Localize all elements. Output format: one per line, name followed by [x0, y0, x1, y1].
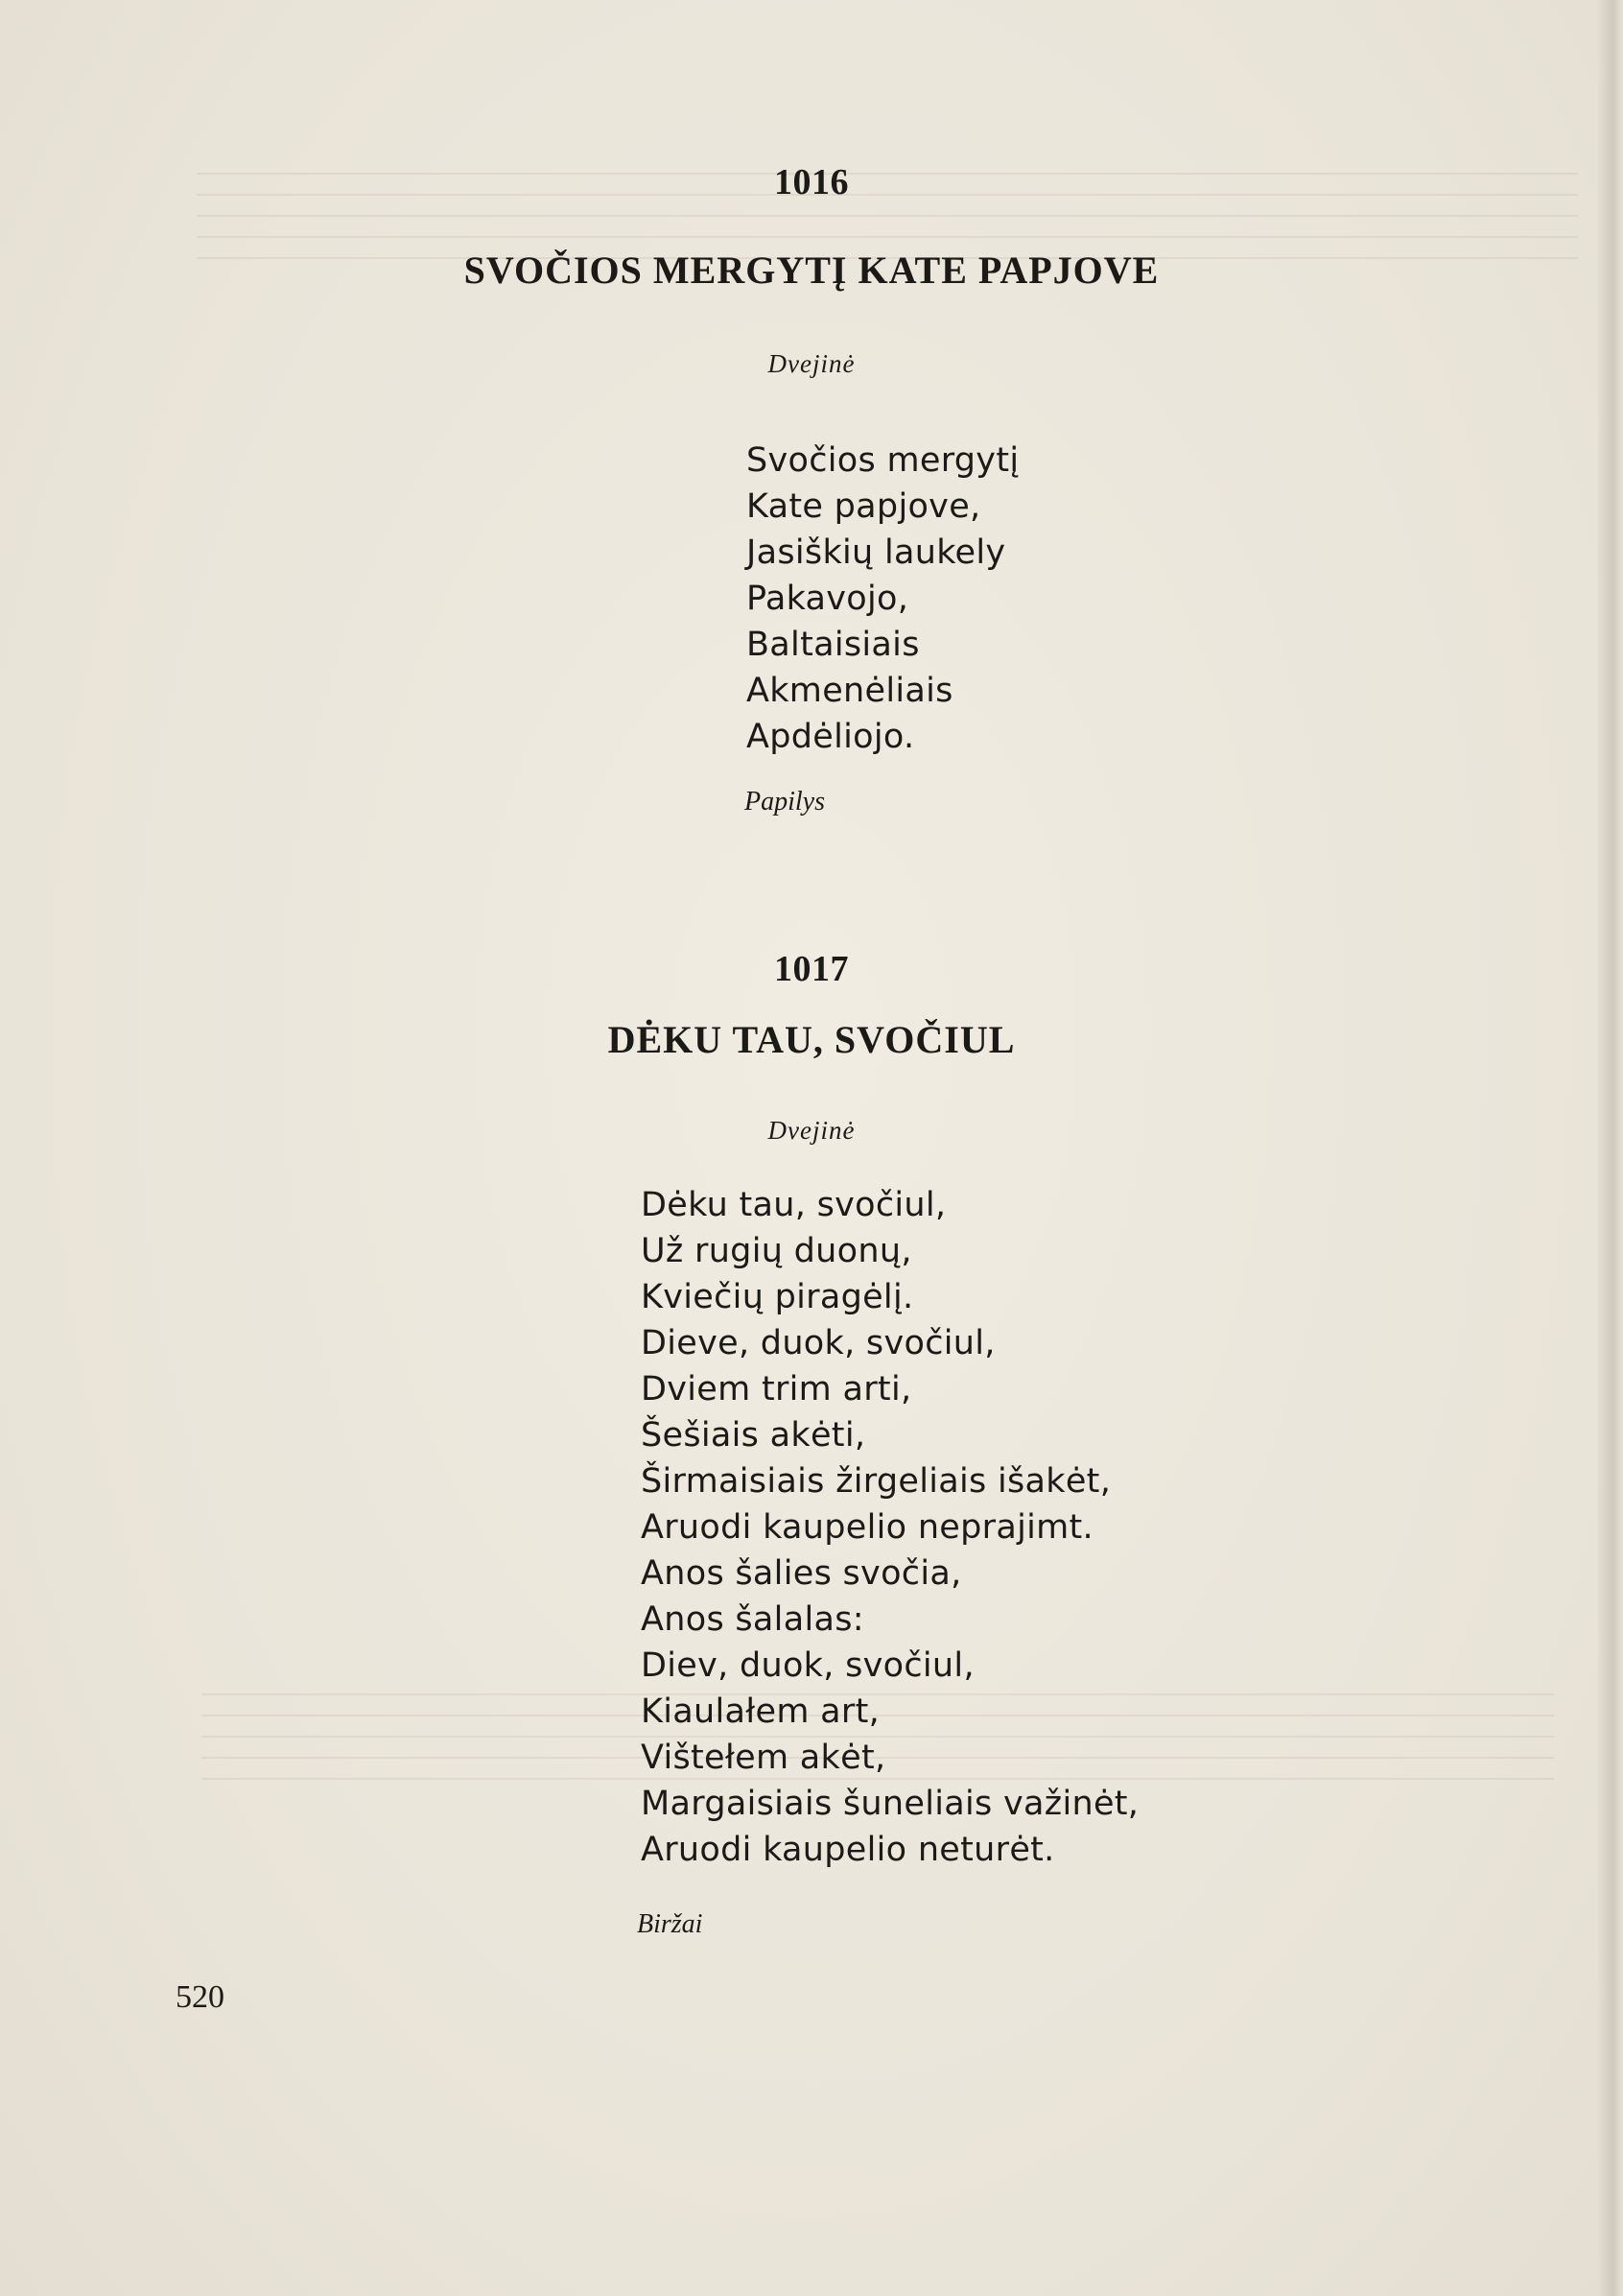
verse-line: Vištełem akėt, — [641, 1739, 886, 1777]
song-verse — [641, 1182, 1139, 1873]
verse-line: Dviem trim arti, — [641, 1370, 912, 1408]
verse-line: Dieve, duok, svočiul, — [641, 1324, 996, 1362]
verse-line: Margaisiais šuneliais važinėt, — [641, 1785, 1140, 1823]
verse-line: Dėku tau, svočiul, — [641, 1186, 947, 1224]
verse-line: Diev, duok, svočiul, — [641, 1646, 975, 1685]
verse-line: Svočios mergytį — [746, 441, 1020, 480]
verse-line: Kviečių piragėlį. — [641, 1278, 914, 1316]
verse-line: Anos šalies svočia, — [641, 1554, 962, 1593]
verse-line: Kiaulałem art, — [641, 1692, 881, 1731]
song-place: Papilys — [744, 787, 825, 817]
verse-line: Jasiškių laukely — [746, 533, 1006, 572]
verse-line: Pakavojo, — [746, 580, 909, 618]
page-binding-edge — [1598, 0, 1623, 2296]
song-number: 1017 — [774, 949, 849, 989]
song-genre: Dvejinė — [767, 1116, 856, 1145]
page-number: 520 — [176, 1979, 224, 2015]
verse-line: Anos šalalas: — [641, 1600, 864, 1639]
verse-line: Šešiais akėti, — [641, 1416, 866, 1455]
verse-line: Už rugių duonų, — [641, 1232, 912, 1270]
song-title: DĖKU TAU, SVOČIUL — [607, 1018, 1016, 1061]
song-place: Biržai — [637, 1909, 703, 1939]
verse-line: Baltaisiais — [746, 626, 920, 664]
verse-line: Aruodi kaupelio neprajimt. — [641, 1508, 1094, 1547]
verse-line: Kate papjove, — [746, 487, 981, 526]
song-number: 1016 — [774, 162, 849, 202]
verse-line: Širmaisiais žirgeliais išakėt, — [641, 1462, 1112, 1501]
verse-line: Aruodi kaupelio neturėt. — [641, 1831, 1055, 1869]
song-genre: Dvejinė — [767, 349, 856, 378]
verse-line: Akmenėliais — [746, 672, 953, 710]
song-title: SVOČIOS MERGYTĮ KATE PAPJOVE — [463, 249, 1160, 292]
song-verse — [746, 438, 1019, 760]
verse-line: Apdėliojo. — [746, 718, 915, 756]
